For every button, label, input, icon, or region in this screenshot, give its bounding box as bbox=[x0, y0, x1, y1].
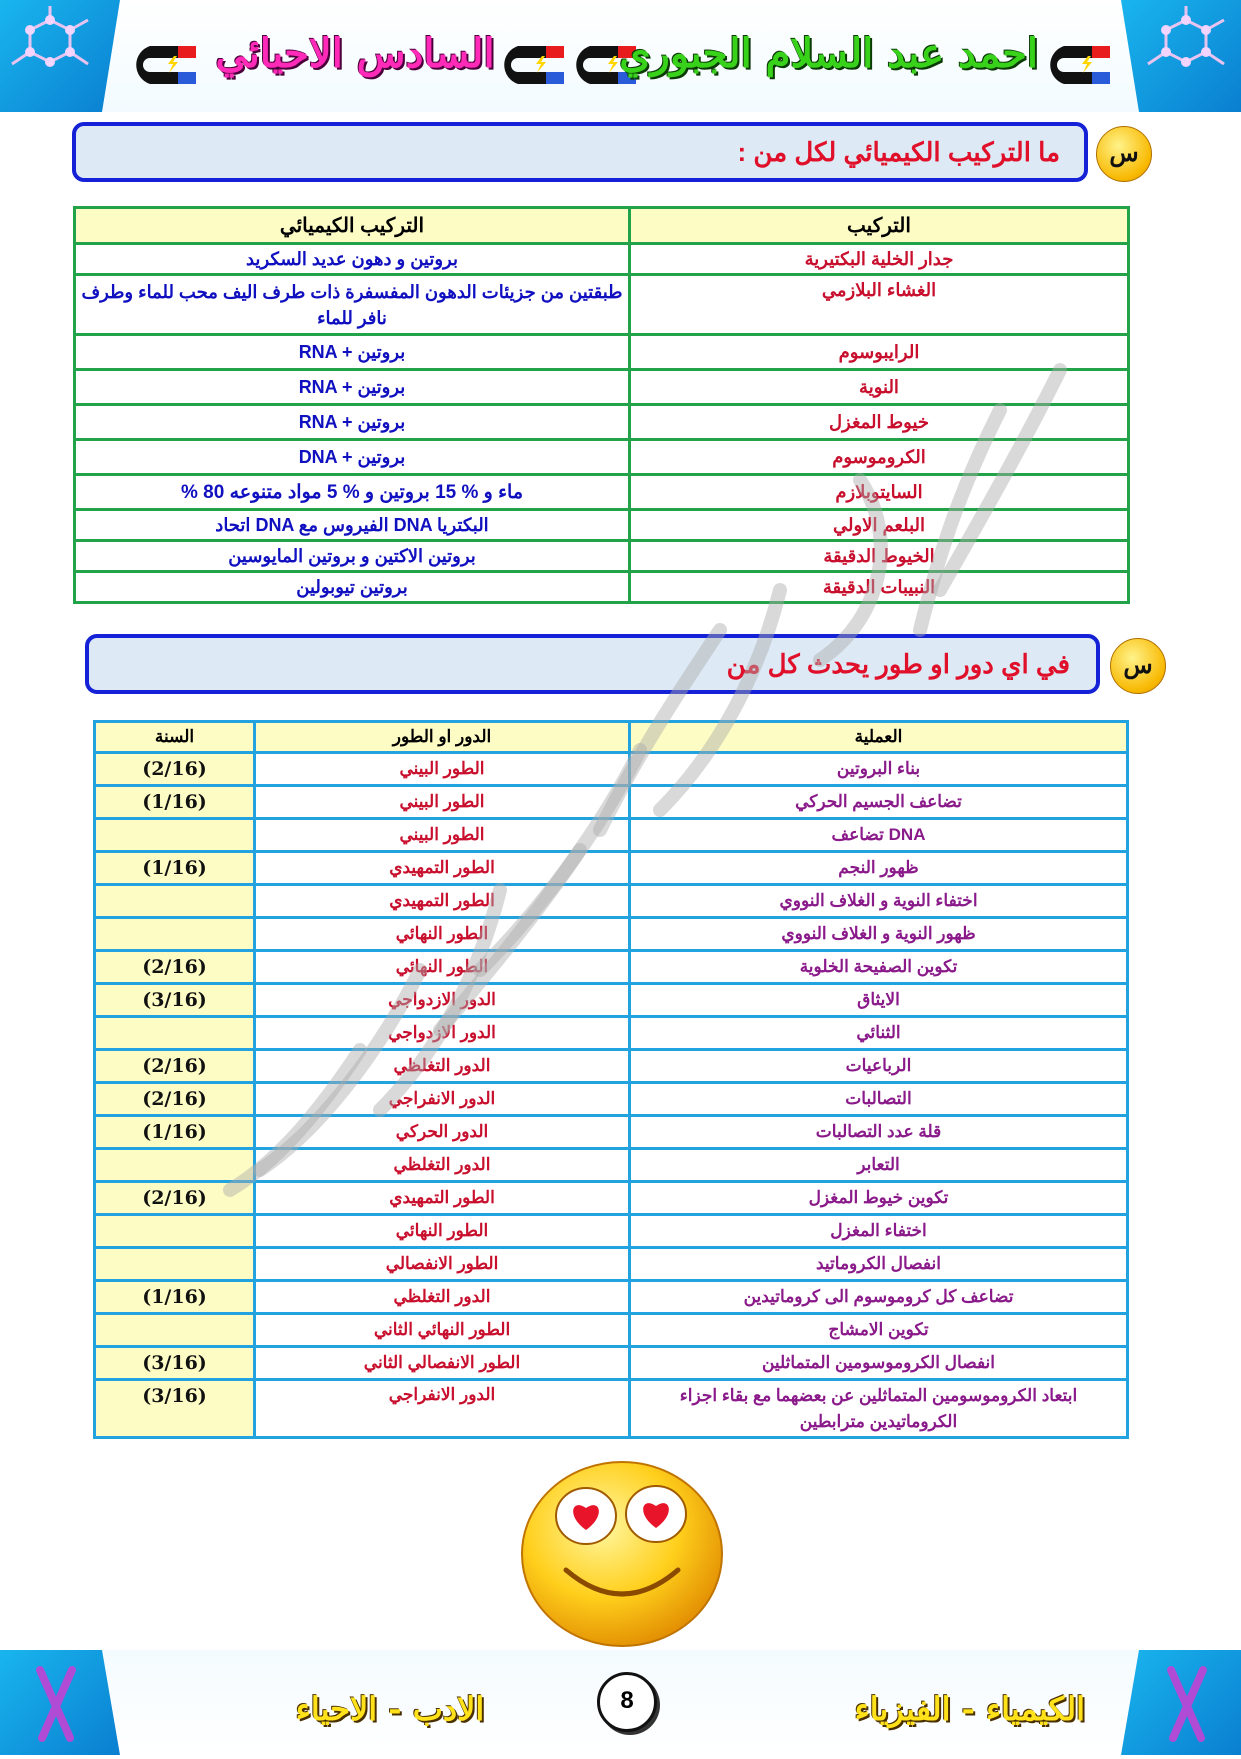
process-cell: تضاعف DNA bbox=[630, 819, 1128, 852]
structure-cell: النبيبات الدقيقة bbox=[630, 572, 1129, 603]
composition-cell: DNA + بروتين bbox=[75, 440, 630, 475]
process-cell: التعابر bbox=[630, 1149, 1128, 1182]
phase-cell: الدور الازدواجي bbox=[255, 984, 630, 1017]
composition-cell: طبقتين من جزيئات الدهون المفسفرة ذات طرف اليف محب للماء وطرف نافر للماء bbox=[75, 275, 630, 335]
structure-cell: جدار الخلية البكتيرية bbox=[630, 244, 1129, 275]
process-cell: اختفاء المغزل bbox=[630, 1215, 1128, 1248]
year-cell: (2/16) bbox=[95, 1050, 255, 1083]
column-header: التركيب الكيميائي bbox=[75, 208, 630, 244]
structure-cell: الخيوط الدقيقة bbox=[630, 541, 1129, 572]
process-cell: ظهور النوية و الغلاف النووي bbox=[630, 918, 1128, 951]
question-2-title: في اي دور او طور يحدث كل من bbox=[726, 649, 1070, 679]
phase-cell: الطور التمهيدي bbox=[255, 1182, 630, 1215]
column-header: التركيب bbox=[630, 208, 1129, 244]
phase-cell: الطور البيني bbox=[255, 819, 630, 852]
heart-eyes-smiley-icon bbox=[516, 1458, 728, 1650]
question-icon-label: س bbox=[1123, 652, 1153, 679]
structure-cell: الرايبوسوم bbox=[630, 335, 1129, 370]
year-cell: (2/16) bbox=[95, 753, 255, 786]
year-cell: (1/16) bbox=[95, 786, 255, 819]
year-cell: (2/16) bbox=[95, 1182, 255, 1215]
process-cell: قلة عدد التصالبات bbox=[630, 1116, 1128, 1149]
phase-cell: الطور التمهيدي bbox=[255, 852, 630, 885]
year-cell: (3/16) bbox=[95, 984, 255, 1017]
structure-cell: الغشاء البلازمي bbox=[630, 275, 1129, 335]
year-cell: (2/16) bbox=[95, 1083, 255, 1116]
question-icon-label: س bbox=[1109, 140, 1139, 167]
structure-cell: السايتوبلازم bbox=[630, 475, 1129, 510]
grade-title: السادس الاحيائي bbox=[215, 30, 495, 77]
composition-cell: RNA + بروتين bbox=[75, 335, 630, 370]
process-cell: الرباعيات bbox=[630, 1050, 1128, 1083]
process-cell: تكوين خيوط المغزل bbox=[630, 1182, 1128, 1215]
composition-cell: بروتين تيوبولين bbox=[75, 572, 630, 603]
phase-cell: الطور الانفصالي bbox=[255, 1248, 630, 1281]
magnet-icon bbox=[494, 42, 566, 88]
question-box-1 bbox=[72, 122, 1088, 182]
column-header: السنة bbox=[95, 722, 255, 753]
year-cell: (3/16) bbox=[95, 1380, 255, 1438]
column-header: الدور او الطور bbox=[255, 722, 630, 753]
process-cell: تضاعف الجسيم الحركي bbox=[630, 786, 1128, 819]
phase-cell: الطور البيني bbox=[255, 753, 630, 786]
process-cell: تضاعف كل كروموسوم الى كروماتيدين bbox=[630, 1281, 1128, 1314]
phase-cell: الطور النهائي الثاني bbox=[255, 1314, 630, 1347]
process-cell: تكوين الصفيحة الخلوية bbox=[630, 951, 1128, 984]
year-cell: (3/16) bbox=[95, 1347, 255, 1380]
process-cell: تكوين الامشاج bbox=[630, 1314, 1128, 1347]
composition-cell: بروتين الاكتين و بروتين المايوسين bbox=[75, 541, 630, 572]
year-cell: (1/16) bbox=[95, 852, 255, 885]
composition-cell: % 80 ماء و % 15 بروتين و % 5 مواد متنوعه bbox=[75, 475, 630, 510]
author-name: احمد عبد السلام الجبوري bbox=[619, 30, 1038, 77]
structure-cell: الكروموسوم bbox=[630, 440, 1129, 475]
process-cell: بناء البروتين bbox=[630, 753, 1128, 786]
process-cell: ابتعاد الكروموسومين المتماثلين عن بعضهما مع بقاء اجزاء الكروماتيدين مترابطين bbox=[630, 1380, 1128, 1438]
phase-cell: الطور النهائي bbox=[255, 951, 630, 984]
structure-cell: خيوط المغزل bbox=[630, 405, 1129, 440]
phase-cell: الدور الانفراجي bbox=[255, 1083, 630, 1116]
phase-cell: الطور النهائي bbox=[255, 918, 630, 951]
phase-cell: الطور الانفصالي الثاني bbox=[255, 1347, 630, 1380]
composition-cell: بروتين و دهون عديد السكريد bbox=[75, 244, 630, 275]
process-cell: اختفاء النوية و الغلاف النووي bbox=[630, 885, 1128, 918]
footer-right-text: الكيمياء - الفيزياء bbox=[854, 1690, 1085, 1728]
footer-left-text: الادب - الاحياء bbox=[295, 1690, 485, 1728]
process-cell: التصالبات bbox=[630, 1083, 1128, 1116]
chromosome-icon-right bbox=[1121, 1650, 1241, 1755]
page-number: 8 bbox=[597, 1672, 657, 1732]
phase-cell: الدور التغلظي bbox=[255, 1281, 630, 1314]
chromosome-icon-left bbox=[0, 1650, 120, 1755]
year-cell: (1/16) bbox=[95, 1116, 255, 1149]
composition-cell: RNA + بروتين bbox=[75, 370, 630, 405]
phase-cell: الدور الانفراجي bbox=[255, 1380, 630, 1438]
phase-cell: الدور التغلظي bbox=[255, 1050, 630, 1083]
process-cell: الثنائي bbox=[630, 1017, 1128, 1050]
phase-cell: الدور التغلظي bbox=[255, 1149, 630, 1182]
question-icon bbox=[1096, 126, 1152, 182]
process-cell: انفصال الكروماتيد bbox=[630, 1248, 1128, 1281]
phase-cell: الدور الازدواجي bbox=[255, 1017, 630, 1050]
structure-cell: البلعم الاولي bbox=[630, 510, 1129, 541]
column-header: العملية bbox=[630, 722, 1128, 753]
year-cell: (1/16) bbox=[95, 1281, 255, 1314]
phase-cell: الدور الحركي bbox=[255, 1116, 630, 1149]
composition-cell: اتحاد DNA الفيروس مع DNA البكتريا bbox=[75, 510, 630, 541]
phase-cell: الطور البيني bbox=[255, 786, 630, 819]
magnet-icon bbox=[126, 42, 198, 88]
process-cell: الايثاق bbox=[630, 984, 1128, 1017]
molecule-icon-left bbox=[0, 0, 120, 112]
magnet-icon bbox=[1040, 42, 1112, 88]
year-cell: (2/16) bbox=[95, 951, 255, 984]
process-cell: ظهور النجم bbox=[630, 852, 1128, 885]
phase-cell: الطور النهائي bbox=[255, 1215, 630, 1248]
phase-cell: الطور التمهيدي bbox=[255, 885, 630, 918]
molecule-icon-right bbox=[1121, 0, 1241, 112]
composition-cell: RNA + بروتين bbox=[75, 405, 630, 440]
watermark bbox=[160, 330, 1160, 1330]
structure-cell: النوية bbox=[630, 370, 1129, 405]
process-cell: انفصال الكروموسومين المتماثلين bbox=[630, 1347, 1128, 1380]
question-1-title: ما التركيب الكيميائي لكل من : bbox=[737, 137, 1060, 167]
